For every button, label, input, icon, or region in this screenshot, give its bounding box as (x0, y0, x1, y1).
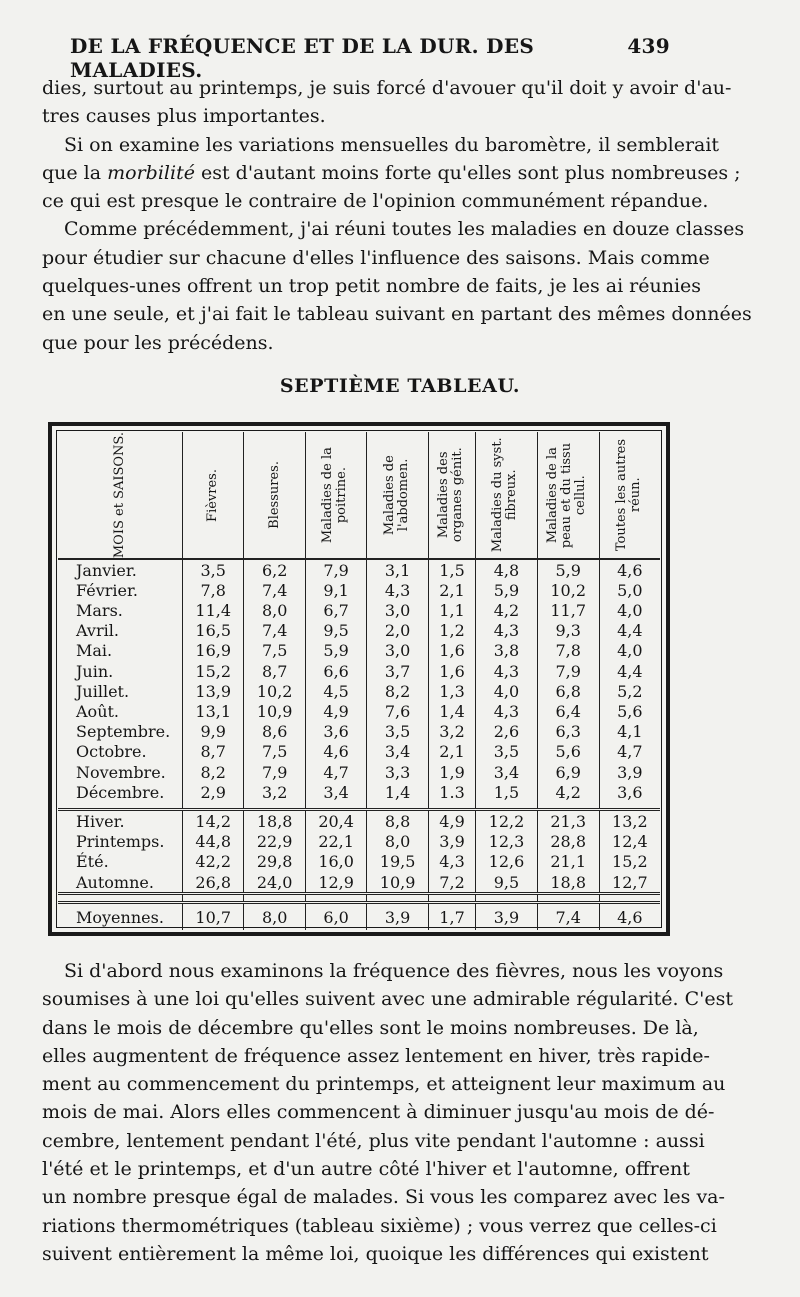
value-cell: 10,2 (244, 681, 305, 701)
value-cell: 3,8 (476, 641, 537, 661)
month-row (58, 722, 660, 742)
value-cell: 1,5 (428, 559, 475, 580)
value-cell: 1,6 (428, 641, 475, 661)
value-cell: 8,2 (367, 681, 428, 701)
value-cell: 4,0 (599, 601, 660, 621)
value-cell: 3,2 (244, 782, 305, 802)
row-label-cell: Novembre. (76, 762, 166, 782)
text-line: riations thermométriques (tableau sixième) ; vous verrez que celles-ci (42, 1214, 717, 1237)
value-cell: 3,2 (428, 722, 475, 742)
value-cell: 1,2 (428, 621, 475, 641)
text-line: dies, surtout au printemps, je suis forcé d'avouer qu'il doit y avoir d'au- (42, 77, 732, 99)
value-cell: 10,9 (244, 701, 305, 721)
value-cell: 8,0 (367, 832, 428, 852)
row-label-cell: Mai. (76, 641, 113, 661)
value-cell: 2,1 (428, 580, 475, 600)
value-cell: 1,7 (428, 903, 475, 931)
value-cell: 3,1 (367, 559, 428, 580)
value-cell: 5,9 (305, 641, 366, 661)
value-cell: 3,3 (367, 762, 428, 782)
text-line: mois de mai. Alors elles commencent à diminuer jusqu'au mois de dé- (42, 1101, 715, 1124)
value-cell: 26,8 (183, 872, 244, 894)
means-row (58, 903, 660, 931)
value-cell: 3,7 (367, 661, 428, 681)
value-cell: 3,9 (367, 903, 428, 931)
value-cell: 12,2 (476, 810, 537, 832)
text-line: dans le mois de décembre qu'elles sont le moins nombreuses. De là, (42, 1016, 699, 1039)
value-cell: 1,6 (428, 661, 475, 681)
value-cell: 6,6 (305, 661, 366, 681)
column-header: Maladies de l'abdomen. (367, 432, 428, 559)
value-cell: 4,7 (305, 762, 366, 782)
value-cell: 2,0 (367, 621, 428, 641)
value-cell: 6,4 (537, 701, 599, 721)
text-line: suivent entièrement la même loi, quoique les différences qui existent (42, 1242, 709, 1265)
text-line: ce qui est presque le contraire de l'opinion communément répandue. (42, 190, 709, 213)
value-cell: 8,0 (244, 601, 305, 621)
value-cell: 3,4 (305, 782, 366, 802)
row-label-cell: Moyennes. (76, 907, 164, 927)
month-row (58, 701, 660, 721)
value-cell: 7,6 (367, 701, 428, 721)
value-cell: 4,6 (599, 559, 660, 580)
text-line: que la morbilité est d'autant moins forte qu'elles sont plus nombreuses ; (42, 161, 741, 184)
value-cell: 4,0 (476, 681, 537, 701)
value-cell: 3,0 (367, 601, 428, 621)
table-title: SEPTIÈME TABLEAU. (279, 375, 521, 397)
season-row (58, 872, 660, 894)
text-line: elles augmentent de fréquence assez lentement en hiver, très rapide- (42, 1044, 710, 1067)
text-line: l'été et le printemps, et d'un autre côté l'hiver et l'automne, offrent (42, 1158, 690, 1181)
text-line: quelques-unes offrent un trop petit nombre de faits, je les ai réunies (42, 275, 702, 298)
value-cell: 7,8 (537, 641, 599, 661)
value-cell: 16,0 (305, 852, 366, 872)
value-cell: 2,1 (428, 742, 475, 762)
value-cell: 4,3 (476, 661, 537, 681)
value-cell: 3,9 (428, 832, 475, 852)
value-cell: 7,8 (183, 580, 244, 600)
emphasis-morbilite: morbilité (107, 161, 195, 184)
month-row (58, 621, 660, 641)
value-cell: 7,9 (244, 762, 305, 782)
value-cell: 6,9 (537, 762, 599, 782)
value-cell: 18,8 (537, 872, 599, 894)
value-cell: 22,9 (244, 832, 305, 852)
value-cell: 7,5 (244, 641, 305, 661)
value-cell: 5,9 (537, 559, 599, 580)
value-cell: 5,6 (599, 701, 660, 721)
column-header: Fièvres. (183, 432, 244, 559)
column-header: Blessures. (244, 432, 305, 559)
value-cell: 9,5 (476, 872, 537, 894)
month-row (58, 742, 660, 762)
table-separator (58, 802, 660, 810)
value-cell: 9,5 (305, 621, 366, 641)
text-line: ment au commencement du printemps, et atteignent leur maximum au (42, 1073, 726, 1096)
value-cell: 1,1 (428, 601, 475, 621)
value-cell: 4,6 (305, 742, 366, 762)
value-cell: 4,7 (599, 742, 660, 762)
month-row (58, 661, 660, 681)
value-cell: 15,2 (599, 852, 660, 872)
value-cell: 16,9 (183, 641, 244, 661)
value-cell: 8,7 (244, 661, 305, 681)
value-cell: 9,9 (183, 722, 244, 742)
value-cell: 4,9 (428, 810, 475, 832)
row-label-cell: Décembre. (76, 782, 165, 802)
value-cell: 1,9 (428, 762, 475, 782)
value-cell: 4,2 (537, 782, 599, 802)
column-header: Maladies du syst. fibreux. (476, 432, 537, 559)
text-line: que pour les précédens. (42, 331, 274, 354)
value-cell: 28,8 (537, 832, 599, 852)
row-label-cell: Février. (76, 580, 138, 600)
value-cell: 6,3 (537, 722, 599, 742)
value-cell: 4,3 (476, 701, 537, 721)
text-line: en une seule, et j'ai fait le tableau suivant en partant des mêmes données (42, 303, 752, 326)
value-cell: 18,8 (244, 810, 305, 832)
value-cell: 10,2 (537, 580, 599, 600)
value-cell: 10,9 (367, 872, 428, 894)
text-line: pour étudier sur chacune d'elles l'influence des saisons. Mais comme (42, 246, 710, 269)
row-label-cell: Janvier. (76, 560, 137, 580)
season-row (58, 810, 660, 832)
paragraph-intro (42, 74, 752, 357)
value-cell: 13,1 (183, 701, 244, 721)
value-cell: 12,4 (599, 832, 660, 852)
table-separator (58, 894, 660, 903)
value-cell: 1.3 (428, 782, 475, 802)
value-cell: 8,0 (244, 903, 305, 931)
row-label-cell: Septembre. (76, 722, 171, 742)
row-label-cell: Juin. (76, 661, 114, 681)
value-cell: 10,7 (183, 903, 244, 931)
value-cell: 21,3 (537, 810, 599, 832)
value-cell: 5,6 (537, 742, 599, 762)
value-cell: 3,5 (183, 559, 244, 580)
value-cell: 1,4 (428, 701, 475, 721)
value-cell: 12,6 (476, 852, 537, 872)
text-line: Comme précédemment, j'ai réuni toutes les maladies en douze classes (64, 218, 745, 241)
value-cell: 4,4 (599, 661, 660, 681)
value-cell: 7,9 (537, 661, 599, 681)
value-cell: 29,8 (244, 852, 305, 872)
row-label-cell: Août. (76, 702, 120, 722)
value-cell: 12,3 (476, 832, 537, 852)
column-header: Maladies de la poitrine. (305, 432, 366, 559)
text-line: cembre, lentement pendant l'été, plus vite pendant l'automne : aussi (42, 1129, 705, 1152)
text-line: Si d'abord nous examinons la fréquence des fièvres, nous les voyons (64, 960, 724, 982)
value-cell: 6,0 (305, 903, 366, 931)
column-header: Toutes les autres réun. (599, 432, 660, 559)
value-cell: 4,4 (599, 621, 660, 641)
value-cell: 6,7 (305, 601, 366, 621)
value-cell: 2,9 (183, 782, 244, 802)
value-cell: 7,4 (537, 903, 599, 931)
value-cell: 8,2 (183, 762, 244, 782)
row-label-cell: Juillet. (76, 681, 130, 701)
value-cell: 14,2 (183, 810, 244, 832)
value-cell: 42,2 (183, 852, 244, 872)
value-cell: 12,7 (599, 872, 660, 894)
value-cell: 13,2 (599, 810, 660, 832)
column-header: Maladies des organes génit. (428, 432, 475, 559)
row-label-cell: Mars. (76, 601, 123, 621)
value-cell: 7,4 (244, 580, 305, 600)
value-cell: 8,6 (244, 722, 305, 742)
value-cell: 3,6 (599, 782, 660, 802)
value-cell: 4,3 (367, 580, 428, 600)
row-label-cell: Hiver. (76, 811, 125, 831)
value-cell: 44,8 (183, 832, 244, 852)
value-cell: 8,8 (367, 810, 428, 832)
value-cell: 2,6 (476, 722, 537, 742)
value-cell: 5,9 (476, 580, 537, 600)
value-cell: 3,6 (305, 722, 366, 742)
value-cell: 3,0 (367, 641, 428, 661)
value-cell: 11,7 (537, 601, 599, 621)
value-cell: 1,4 (367, 782, 428, 802)
value-cell: 4,5 (305, 681, 366, 701)
value-cell: 7,2 (428, 872, 475, 894)
column-header: MOIS et SAISONS. (58, 432, 183, 559)
value-cell: 5,2 (599, 681, 660, 701)
value-cell: 7,5 (244, 742, 305, 762)
column-header: Maladies de la peau et du tissu cellul. (537, 432, 599, 559)
value-cell: 7,9 (305, 559, 366, 580)
value-cell: 3,5 (476, 742, 537, 762)
value-cell: 4,9 (305, 701, 366, 721)
data-table (58, 432, 660, 930)
value-cell: 15,2 (183, 661, 244, 681)
text-line: Si on examine les variations mensuelles du baromètre, il semblerait (64, 133, 720, 156)
value-cell: 3,9 (476, 903, 537, 931)
value-cell: 24,0 (244, 872, 305, 894)
value-cell: 1,5 (476, 782, 537, 802)
value-cell: 6,8 (537, 681, 599, 701)
value-cell: 4,0 (599, 641, 660, 661)
text-line: un nombre presque égal de malades. Si vous les comparez avec les va- (42, 1186, 725, 1209)
row-label-cell: Avril. (76, 621, 119, 641)
value-cell: 9,1 (305, 580, 366, 600)
value-cell: 19,5 (367, 852, 428, 872)
month-row (58, 641, 660, 661)
value-cell: 11,4 (183, 601, 244, 621)
value-cell: 16,5 (183, 621, 244, 641)
month-row (58, 601, 660, 621)
value-cell: 7,4 (244, 621, 305, 641)
table-header-row (58, 432, 660, 559)
value-cell: 8,7 (183, 742, 244, 762)
value-cell: 4,6 (599, 903, 660, 931)
running-title: DE LA FRÉQUENCE ET DE LA DUR. DES MALADIES. (70, 34, 535, 82)
month-row (58, 559, 660, 580)
value-cell: 9,3 (537, 621, 599, 641)
value-cell: 4,2 (476, 601, 537, 621)
page-number: 439 (627, 34, 670, 58)
value-cell: 6,2 (244, 559, 305, 580)
row-label-cell: Printemps. (76, 832, 165, 852)
row-label-cell: Été. (76, 852, 109, 872)
season-row (58, 832, 660, 852)
value-cell: 4,8 (476, 559, 537, 580)
value-cell: 21,1 (537, 852, 599, 872)
value-cell: 5,0 (599, 580, 660, 600)
value-cell: 3,5 (367, 722, 428, 742)
value-cell: 3,4 (476, 762, 537, 782)
text-line: tres causes plus importantes. (42, 105, 326, 128)
value-cell: 20,4 (305, 810, 366, 832)
value-cell: 4,3 (428, 852, 475, 872)
value-cell: 22,1 (305, 832, 366, 852)
row-label-cell: Octobre. (76, 742, 147, 762)
text-line: soumises à une loi qu'elles suivent avec une admirable régularité. C'est (42, 988, 733, 1011)
value-cell: 3,4 (367, 742, 428, 762)
value-cell: 3,9 (599, 762, 660, 782)
paragraph-fevers (42, 957, 733, 1268)
value-cell: 1,3 (428, 681, 475, 701)
value-cell: 13,9 (183, 681, 244, 701)
month-row (58, 681, 660, 701)
row-label-cell: Automne. (76, 872, 154, 892)
value-cell: 12,9 (305, 872, 366, 894)
value-cell: 4,3 (476, 621, 537, 641)
month-row (58, 762, 660, 782)
season-row (58, 852, 660, 872)
month-row (58, 782, 660, 802)
month-row (58, 580, 660, 600)
value-cell: 4,1 (599, 722, 660, 742)
